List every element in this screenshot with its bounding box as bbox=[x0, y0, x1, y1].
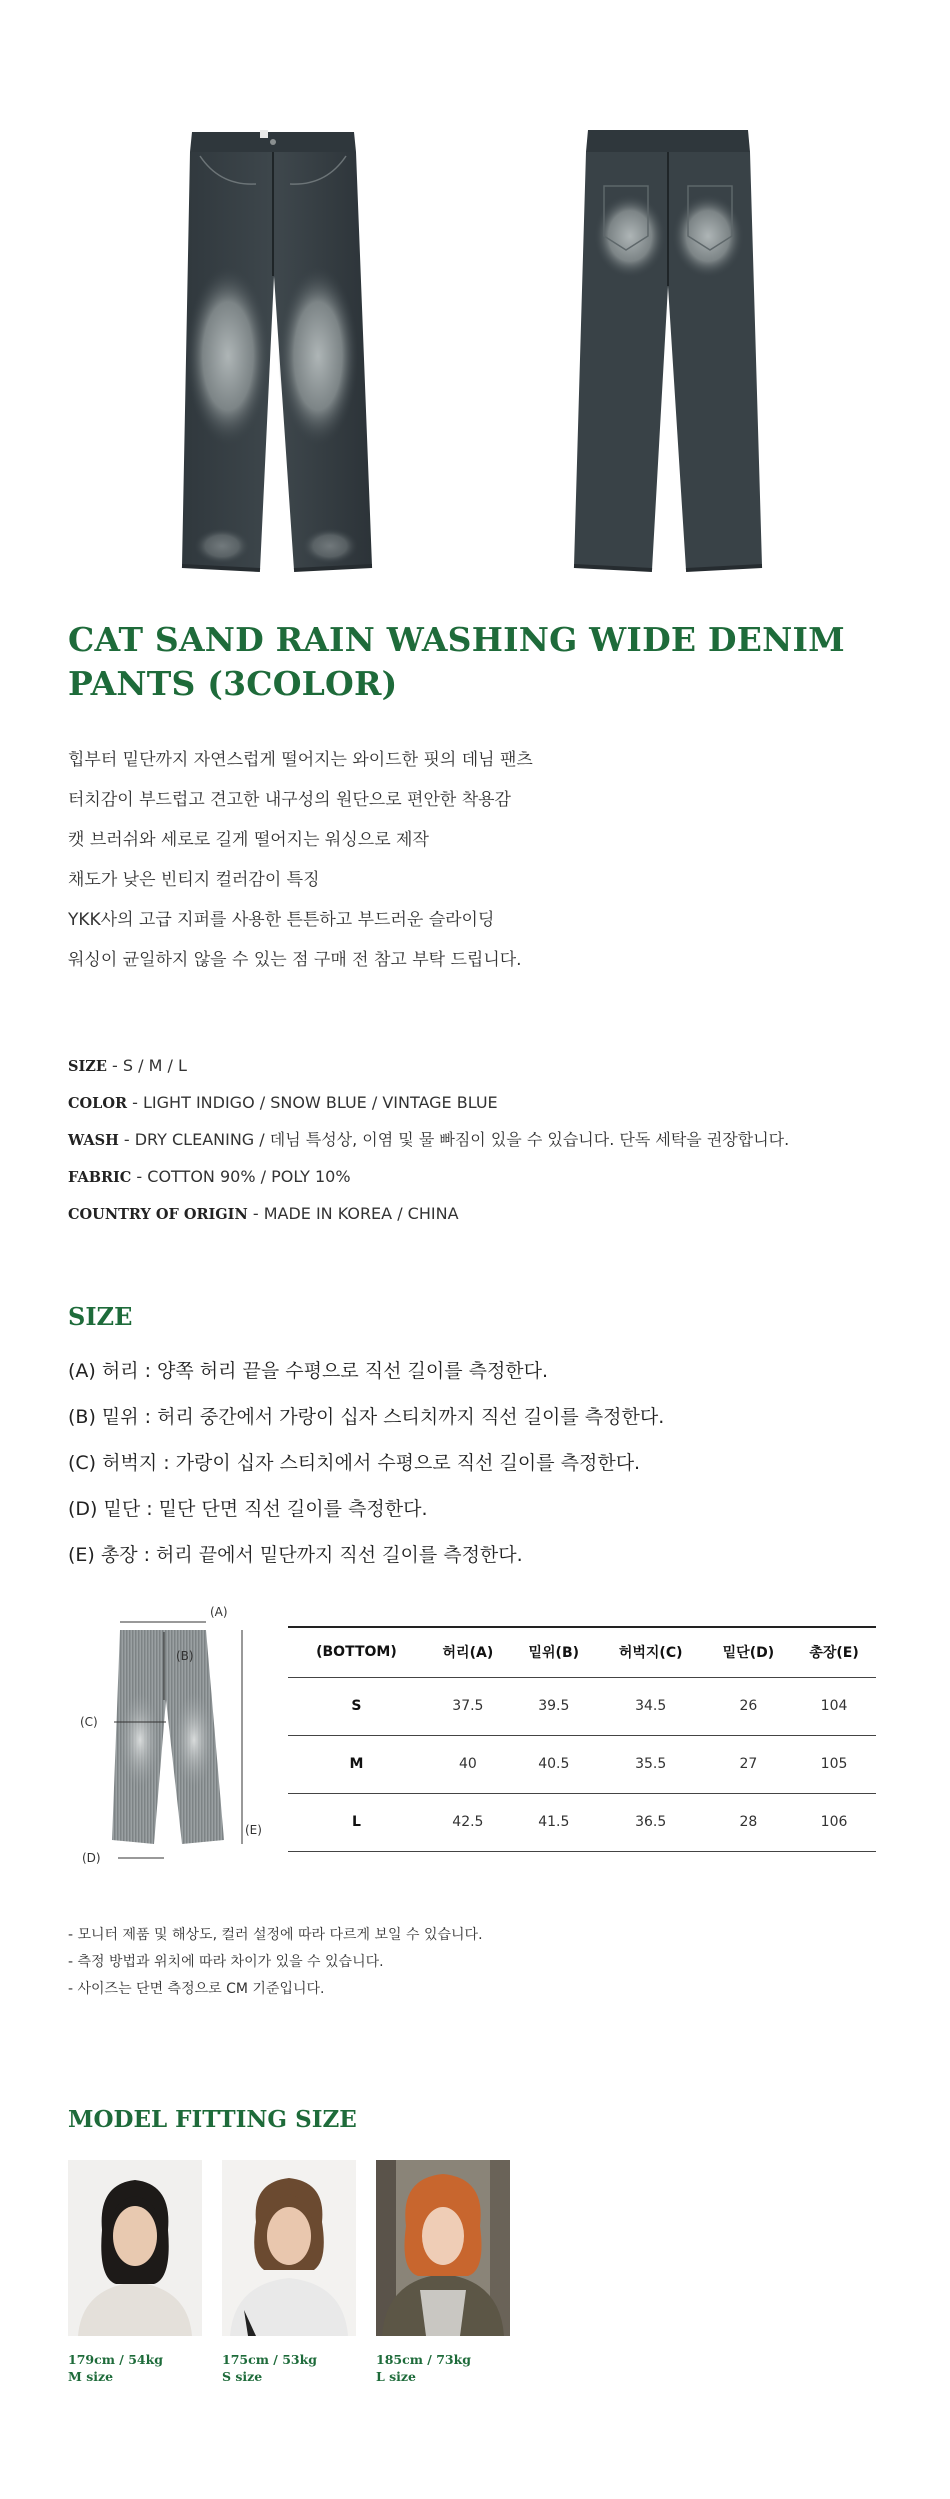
spec-origin: COUNTRY OF ORIGIN - MADE IN KOREA / CHINA bbox=[68, 1204, 459, 1223]
measurement-line: (C) 허벅지 : 가랑이 십자 스티치에서 수평으로 직선 길이를 측정한다. bbox=[68, 1452, 641, 1474]
model-size: L size bbox=[376, 2369, 416, 2384]
model-caption bbox=[68, 2351, 202, 2385]
table-cell: 104 bbox=[792, 1677, 876, 1735]
note-line: - 사이즈는 단면 측정으로 CM 기준입니다. bbox=[68, 1981, 325, 1997]
table-header: 총장(E) bbox=[792, 1627, 876, 1677]
table-cell: 37.5 bbox=[425, 1677, 511, 1735]
table-cell: 105 bbox=[792, 1735, 876, 1793]
description-line: 캣 브러쉬와 세로로 길게 떨어지는 워싱으로 제작 bbox=[68, 830, 429, 850]
table-row bbox=[288, 1735, 876, 1793]
diagram-label-b: (B) bbox=[176, 1649, 194, 1663]
table-header: 밑위(B) bbox=[511, 1627, 597, 1677]
measurement-line: (A) 허리 : 양쪽 허리 끝을 수평으로 직선 길이를 측정한다. bbox=[68, 1360, 549, 1382]
description-line: 터치감이 부드럽고 견고한 내구성의 원단으로 편안한 착용감 bbox=[68, 790, 511, 810]
model-photo bbox=[376, 2160, 510, 2336]
spec-value: MADE IN KOREA / CHINA bbox=[263, 1204, 459, 1223]
table-cell: 40.5 bbox=[511, 1735, 597, 1793]
product-description bbox=[68, 740, 888, 980]
spec-value: LIGHT INDIGO / SNOW BLUE / VINTAGE BLUE bbox=[143, 1093, 498, 1112]
description-line: 채도가 낮은 빈티지 컬러감이 특징 bbox=[68, 870, 320, 890]
model-gallery bbox=[68, 2160, 908, 2390]
model-size: S size bbox=[222, 2369, 263, 2384]
model-card bbox=[222, 2160, 356, 2385]
diagram-label-c: (C) bbox=[80, 1715, 98, 1729]
table-cell: 40 bbox=[425, 1735, 511, 1793]
table-cell: S bbox=[288, 1677, 425, 1735]
spec-key: COUNTRY OF ORIGIN bbox=[68, 1206, 248, 1223]
table-cell: 35.5 bbox=[597, 1735, 705, 1793]
table-cell: L bbox=[288, 1793, 425, 1851]
measurement-line: (B) 밑위 : 허리 중간에서 가랑이 십자 스티치까지 직선 길이를 측정한다. bbox=[68, 1406, 665, 1428]
table-cell: 42.5 bbox=[425, 1793, 511, 1851]
size-table bbox=[288, 1626, 876, 1852]
size-heading: SIZE bbox=[68, 1302, 133, 1331]
spec-size: SIZE - S / M / L bbox=[68, 1056, 187, 1075]
table-row bbox=[288, 1793, 876, 1851]
size-notes bbox=[68, 1922, 868, 2003]
diagram-label-d: (D) bbox=[82, 1851, 101, 1865]
model-stats: 185cm / 73kg bbox=[376, 2352, 471, 2367]
product-specs bbox=[68, 1048, 928, 1233]
spec-value: COTTON 90% / POLY 10% bbox=[147, 1167, 351, 1186]
model-stats: 179cm / 54kg bbox=[68, 2352, 163, 2367]
description-line: YKK사의 고급 지퍼를 사용한 튼튼하고 부드러운 슬라이딩 bbox=[68, 910, 495, 930]
table-header: 허벅지(C) bbox=[597, 1627, 705, 1677]
diagram-label-a: (A) bbox=[210, 1605, 228, 1619]
table-header: 허리(A) bbox=[425, 1627, 511, 1677]
model-stats: 175cm / 53kg bbox=[222, 2352, 317, 2367]
diagram-label-e: (E) bbox=[245, 1823, 262, 1837]
spec-fabric: FABRIC - COTTON 90% / POLY 10% bbox=[68, 1167, 351, 1186]
table-header: (BOTTOM) bbox=[288, 1627, 425, 1677]
model-fitting-heading: MODEL FITTING SIZE bbox=[68, 2106, 357, 2133]
table-cell: 27 bbox=[705, 1735, 792, 1793]
table-row bbox=[288, 1677, 876, 1735]
model-photo bbox=[222, 2160, 356, 2336]
spec-value: S / M / L bbox=[122, 1056, 187, 1075]
table-cell: 28 bbox=[705, 1793, 792, 1851]
product-title: CAT SAND RAIN WASHING WIDE DENIM PANTS (3COLOR) bbox=[68, 620, 845, 703]
size-diagram bbox=[78, 1600, 268, 1870]
model-caption bbox=[376, 2351, 510, 2385]
table-cell: M bbox=[288, 1735, 425, 1793]
table-cell: 34.5 bbox=[597, 1677, 705, 1735]
table-cell: 36.5 bbox=[597, 1793, 705, 1851]
spec-color: COLOR - LIGHT INDIGO / SNOW BLUE / VINTAGE BLUE bbox=[68, 1093, 498, 1112]
spec-key: WASH bbox=[68, 1132, 119, 1149]
table-header: 밑단(D) bbox=[705, 1627, 792, 1677]
measurement-line: (E) 총장 : 허리 끝에서 밑단까지 직선 길이를 측정한다. bbox=[68, 1544, 523, 1566]
product-image-front bbox=[160, 126, 400, 574]
spec-value: DRY CLEANING / 데님 특성상, 이염 및 물 빠짐이 있을 수 있습니다. 단독 세탁을 권장합니다. bbox=[134, 1130, 790, 1149]
model-caption bbox=[222, 2351, 356, 2385]
spec-wash: WASH - DRY CLEANING / 데님 특성상, 이염 및 물 빠짐이 있을 수 있습니다. 단독 세탁을 권장합니다. bbox=[68, 1130, 790, 1149]
spec-key: COLOR bbox=[68, 1095, 128, 1112]
model-photo bbox=[68, 2160, 202, 2336]
description-line: 힙부터 밑단까지 자연스럽게 떨어지는 와이드한 핏의 데님 팬츠 bbox=[68, 750, 533, 770]
model-size: M size bbox=[68, 2369, 114, 2384]
model-card bbox=[68, 2160, 202, 2385]
spec-key: SIZE bbox=[68, 1058, 107, 1075]
product-image-back bbox=[548, 126, 788, 574]
table-header-row bbox=[288, 1627, 876, 1677]
table-cell: 106 bbox=[792, 1793, 876, 1851]
description-line: 워싱이 균일하지 않을 수 있는 점 구매 전 참고 부탁 드립니다. bbox=[68, 950, 522, 970]
table-cell: 26 bbox=[705, 1677, 792, 1735]
table-cell: 41.5 bbox=[511, 1793, 597, 1851]
measurement-line: (D) 밑단 : 밑단 단면 직선 길이를 측정한다. bbox=[68, 1498, 428, 1520]
table-cell: 39.5 bbox=[511, 1677, 597, 1735]
note-line: - 측정 방법과 위치에 따라 차이가 있을 수 있습니다. bbox=[68, 1954, 384, 1970]
spec-key: FABRIC bbox=[68, 1169, 132, 1186]
note-line: - 모니터 제품 및 해상도, 컬러 설정에 따라 다르게 보일 수 있습니다. bbox=[68, 1927, 483, 1943]
measurement-guide bbox=[68, 1348, 928, 1578]
model-card bbox=[376, 2160, 510, 2385]
